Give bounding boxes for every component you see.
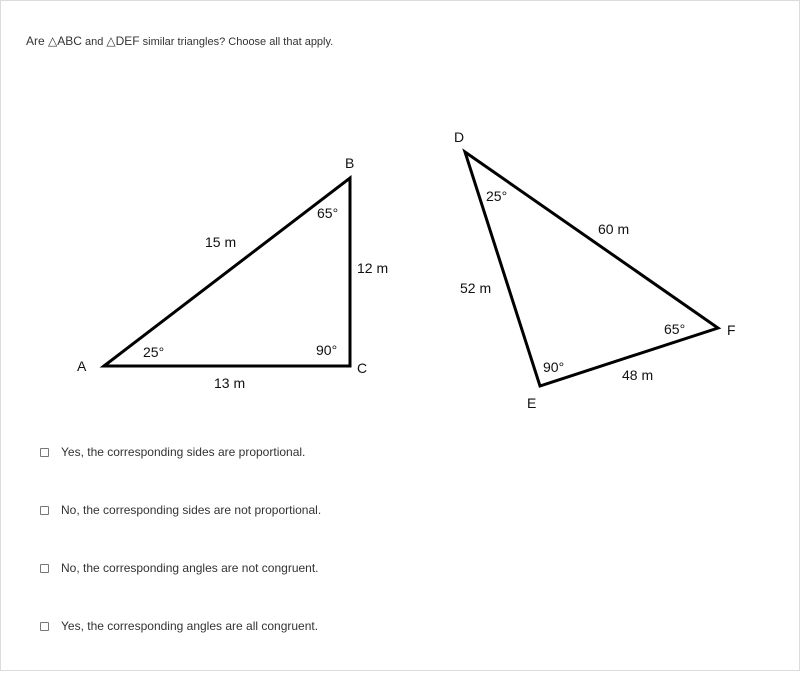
question-suffix: similar triangles? Choose all that apply. — [139, 36, 334, 48]
option-angles-not-congruent[interactable] — [40, 559, 321, 577]
angle-f-label: 65° — [664, 321, 686, 337]
angle-e-label: 90° — [543, 359, 565, 375]
triangle-def-name: △DEF — [106, 34, 140, 48]
side-df-label: 60 m — [598, 221, 630, 237]
vertex-e-label: E — [527, 395, 537, 411]
side-de-label: 52 m — [460, 280, 492, 296]
checkbox[interactable] — [40, 448, 49, 457]
vertex-d-label: D — [454, 129, 465, 145]
checkbox[interactable] — [40, 564, 49, 573]
angle-c-label: 90° — [316, 342, 338, 358]
option-sides-proportional[interactable] — [40, 443, 321, 461]
angle-b-label: 65° — [317, 205, 339, 221]
side-ef-label: 48 m — [622, 367, 654, 383]
option-label: No, the corresponding angles are not congruent. — [61, 561, 319, 575]
side-ac-label: 13 m — [214, 375, 246, 391]
angle-a-label: 25° — [143, 344, 165, 360]
checkbox[interactable] — [40, 622, 49, 631]
vertex-f-label: F — [727, 322, 736, 338]
answer-options — [40, 443, 321, 675]
vertex-a-label: A — [77, 358, 87, 374]
triangle-abc — [104, 178, 350, 366]
vertex-b-label: B — [345, 155, 355, 171]
option-angles-congruent[interactable] — [40, 617, 321, 635]
question-prefix: Are — [26, 34, 49, 48]
option-label: No, the corresponding sides are not proportional. — [61, 503, 322, 517]
checkbox[interactable] — [40, 506, 49, 515]
option-label: Yes, the corresponding sides are proportional. — [61, 445, 306, 459]
side-bc-label: 12 m — [357, 260, 389, 276]
angle-d-label: 25° — [486, 188, 508, 204]
option-label: Yes, the corresponding angles are all congruent. — [61, 619, 319, 633]
vertex-c-label: C — [357, 360, 368, 376]
triangle-abc-name: △ABC — [48, 34, 82, 48]
option-sides-not-proportional[interactable] — [40, 501, 321, 519]
question-and: and — [81, 36, 107, 48]
side-ab-label: 15 m — [205, 234, 237, 250]
